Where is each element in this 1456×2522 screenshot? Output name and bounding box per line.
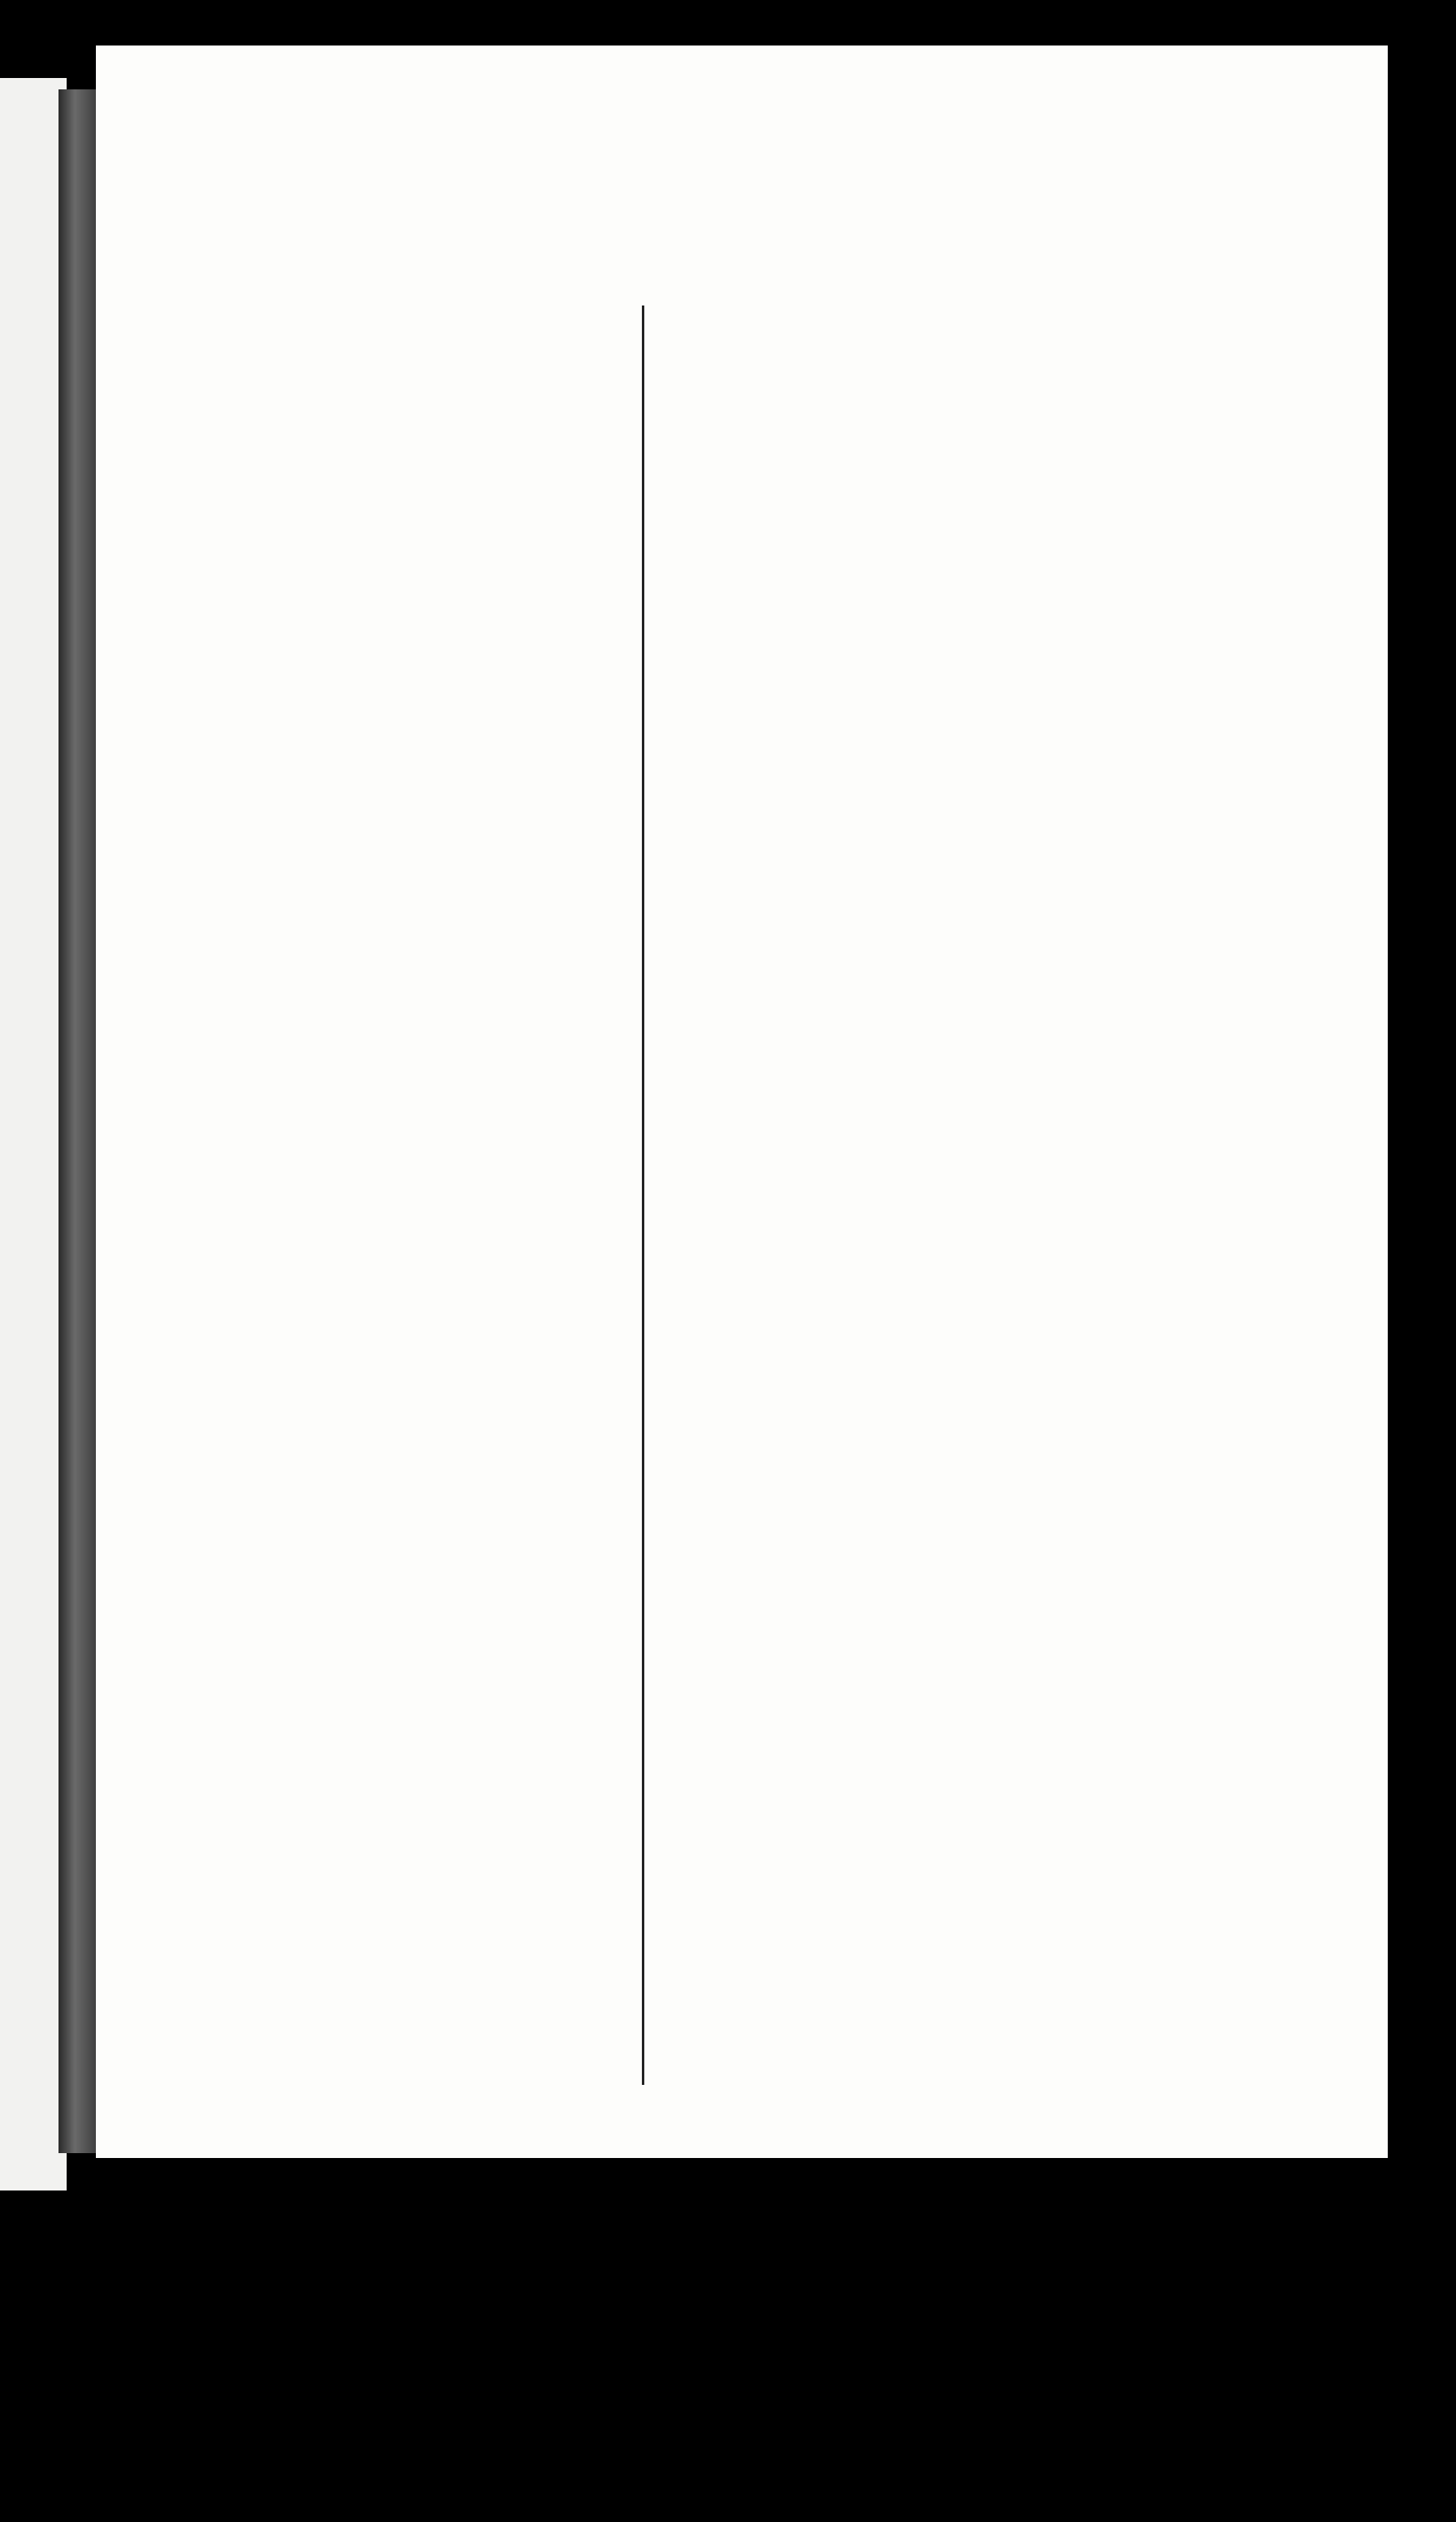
previous-page-edge: [0, 78, 67, 2190]
page: [96, 46, 1388, 2158]
column-divider: [642, 306, 644, 2085]
book-binding: [58, 89, 99, 2153]
